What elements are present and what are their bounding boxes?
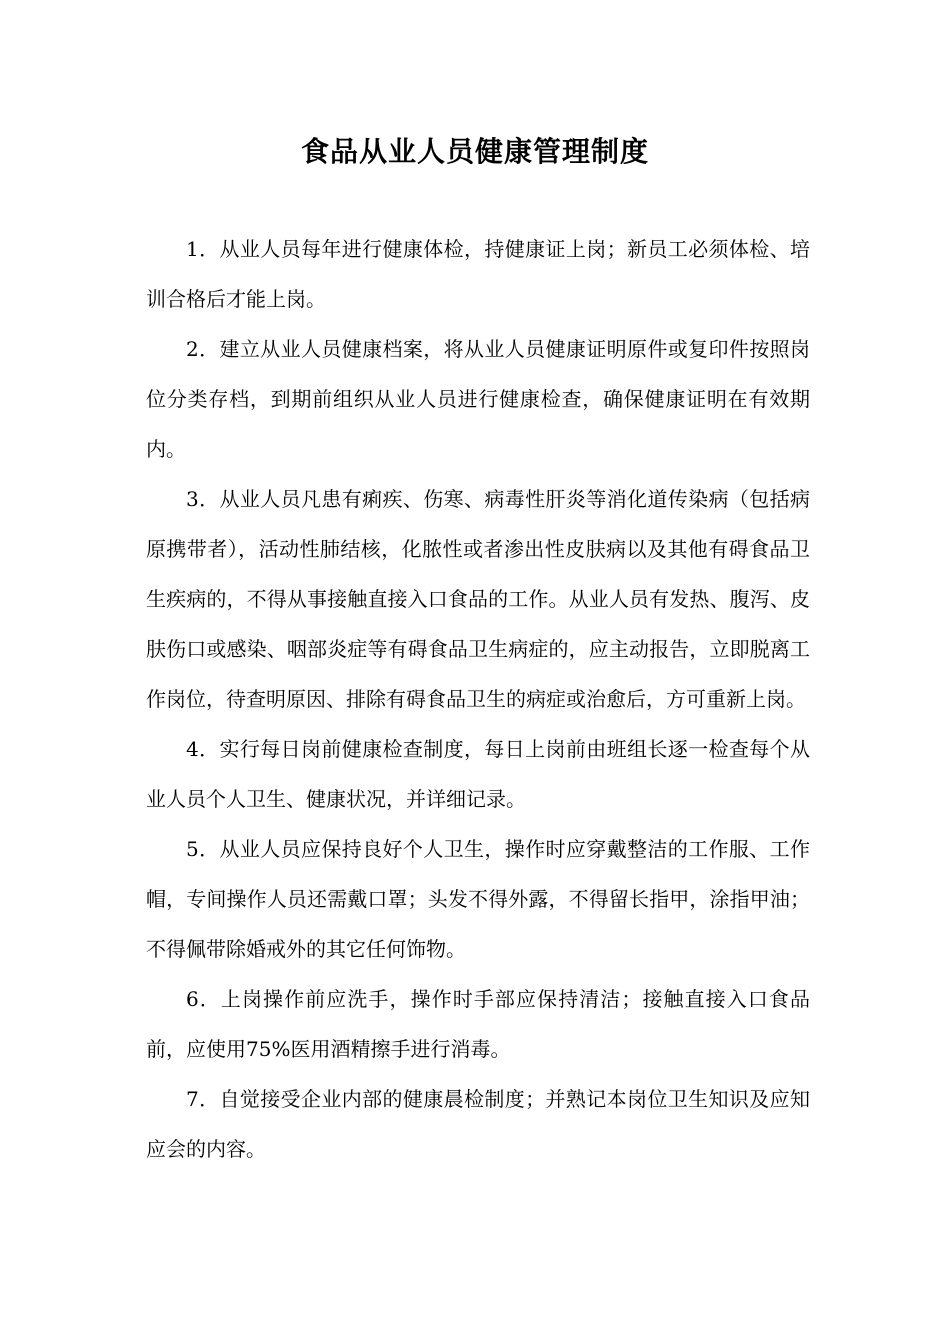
rule-paragraph-6: 6．上岗操作前应洗手，操作时手部应保持清洁；接触直接入口食品前，应使用75%医用酒精擦手进行消毒。 bbox=[146, 987, 810, 1061]
rule-paragraph-5: 5．从业人员应保持良好个人卫生，操作时应穿戴整洁的工作服、工作帽，专间操作人员还需戴口罩；头发不得外露，不得留长指甲，涂指甲油；不得佩带除婚戒外的其它任何饰物。 bbox=[146, 837, 810, 961]
rule-paragraph-4: 4．实行每日岗前健康检查制度，每日上岗前由班组长逐一检查每个从业人员个人卫生、健康状况，并详细记录。 bbox=[146, 737, 810, 811]
rule-paragraph-2: 2．建立从业人员健康档案，将从业人员健康证明原件或复印件按照岗位分类存档，到期前组织从业人员进行健康检查，确保健康证明在有效期内。 bbox=[146, 337, 810, 461]
rule-paragraph-1: 1．从业人员每年进行健康体检，持健康证上岗；新员工必须体检、培训合格后才能上岗。 bbox=[146, 237, 810, 311]
document-title: 食品从业人员健康管理制度 bbox=[300, 135, 649, 168]
document-body bbox=[146, 224, 810, 1174]
rule-paragraph-7: 7．自觉接受企业内部的健康晨检制度；并熟记本岗位卫生知识及应知应会的内容。 bbox=[146, 1087, 810, 1161]
rule-paragraph-3: 3．从业人员凡患有痢疾、伤寒、病毒性肝炎等消化道传染病（包括病原携带者），活动性肺结核，化脓性或者渗出性皮肤病以及其他有碍食品卫生疾病的，不得从事接触直接入口食品的工作。从业人员有发热、腹泻、皮肤伤口或感染、咽部炎症等有碍食品卫生病症的，应主动报告，立即脱离工作岗位，待查明原因、排除有碍食品卫生的病症或治愈后，方可重新上岗。 bbox=[146, 487, 810, 711]
